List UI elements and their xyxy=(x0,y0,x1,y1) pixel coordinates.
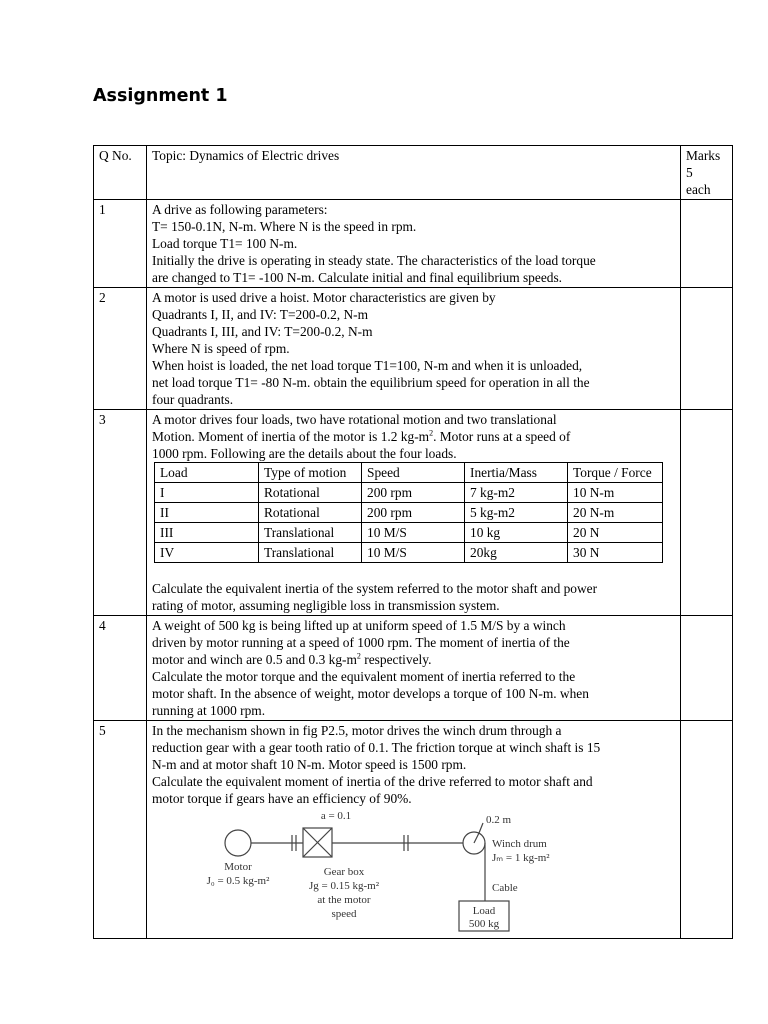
table-cell: 10 M/S xyxy=(362,523,465,543)
question-line: A motor drives four loads, two have rotational motion and two translational xyxy=(152,412,557,427)
question-text xyxy=(147,200,681,288)
question-text xyxy=(147,288,681,410)
motor-inertia-label: J₀ = 0.5 kg-m² xyxy=(206,875,270,887)
table-row xyxy=(155,523,663,543)
question-line: four quadrants. xyxy=(152,392,234,407)
question-number: 3 xyxy=(94,410,147,616)
table-cell: 200 rpm xyxy=(362,503,465,523)
table-cell: Rotational xyxy=(259,483,362,503)
table-row xyxy=(155,483,663,503)
gearbox-note: speed xyxy=(331,908,357,920)
loads-header-cell: Inertia/Mass xyxy=(465,463,568,483)
marks-cell xyxy=(681,288,733,410)
question-line: Calculate the equivalent inertia of the system referred to the motor shaft and power xyxy=(152,581,598,596)
loads-table xyxy=(154,462,663,563)
table-row xyxy=(155,543,663,563)
loads-header-cell: Type of motion xyxy=(259,463,362,483)
motor-shape xyxy=(225,830,251,856)
text-run: . Motor runs at a speed of xyxy=(433,429,571,444)
question-line xyxy=(152,651,675,668)
table-cell: Rotational xyxy=(259,503,362,523)
question-line xyxy=(152,428,675,445)
table-cell: III xyxy=(155,523,259,543)
question-number: 2 xyxy=(94,288,147,410)
gearbox-inertia-label: Jg = 0.15 kg-m² xyxy=(308,880,380,892)
question-line: driven by motor running at a speed of 1000 rpm. The moment of inertia of the xyxy=(152,635,570,650)
question-line: net load torque T1= -80 N-m. obtain the equilibrium speed for operation in all the xyxy=(152,375,590,390)
assignment-table xyxy=(93,145,733,939)
question-line: reduction gear with a gear tooth ratio of 0.1. The friction torque at winch shaft is 15 xyxy=(152,740,601,755)
loads-header-row xyxy=(155,463,663,483)
load-label: Load xyxy=(472,905,496,917)
loads-header-cell: Torque / Force xyxy=(568,463,663,483)
question-text xyxy=(147,410,681,616)
mechanism-figure xyxy=(196,809,616,937)
question-line: Quadrants I, III, and IV: T=200-0.2, N-m xyxy=(152,324,373,339)
table-cell: 7 kg-m2 xyxy=(465,483,568,503)
cable-label: Cable xyxy=(492,882,518,894)
ratio-label: a = 0.1 xyxy=(320,810,352,822)
drum-label: Winch drum xyxy=(492,838,547,850)
question-line: A drive as following parameters: xyxy=(152,202,328,217)
question-line: In the mechanism shown in fig P2.5, motor drives the winch drum through a xyxy=(152,723,562,738)
table-cell: Translational xyxy=(259,543,362,563)
loads-header-cell: Load xyxy=(155,463,259,483)
page-title: Assignment 1 xyxy=(93,86,228,106)
marks-line: each xyxy=(686,182,711,197)
question-row-2 xyxy=(94,288,733,410)
text-run: Motion. Moment of inertia of the motor is 1.2 kg-m xyxy=(152,429,430,444)
table-cell: 10 M/S xyxy=(362,543,465,563)
question-row-1 xyxy=(94,200,733,288)
drum-radius xyxy=(474,833,479,843)
question-line: T= 150-0.1N, N-m. Where N is the speed in rpm. xyxy=(152,219,417,234)
question-line: are changed to T1= -100 N-m. Calculate initial and final equilibrium speeds. xyxy=(152,270,563,285)
question-number: 1 xyxy=(94,200,147,288)
question-line: N-m and at motor shaft 10 N-m. Motor speed is 1500 rpm. xyxy=(152,757,467,772)
table-cell: 20kg xyxy=(465,543,568,563)
gearbox-label: Gear box xyxy=(323,866,365,878)
question-text xyxy=(147,616,681,721)
table-row xyxy=(155,503,663,523)
radius-leader xyxy=(479,823,483,833)
superscript: 2 xyxy=(429,428,434,438)
drum-inertia-label: Jₘ = 1 kg-m² xyxy=(492,852,550,864)
table-cell: I xyxy=(155,483,259,503)
question-line: running at 1000 rpm. xyxy=(152,703,266,718)
table-cell: 200 rpm xyxy=(362,483,465,503)
question-line: A weight of 500 kg is being lifted up at uniform speed of 1.5 M/S by a winch xyxy=(152,618,566,633)
table-header-row xyxy=(94,146,733,200)
table-cell: 5 kg-m2 xyxy=(465,503,568,523)
question-line: Load torque T1= 100 N-m. xyxy=(152,236,298,251)
table-cell: 20 N xyxy=(568,523,663,543)
header-marks xyxy=(681,146,733,200)
spacer xyxy=(152,563,675,580)
question-number: 5 xyxy=(94,721,147,939)
question-line: When hoist is loaded, the net load torque T1=100, N-m and when it is unloaded, xyxy=(152,358,583,373)
marks-cell xyxy=(681,616,733,721)
table-cell: 30 N xyxy=(568,543,663,563)
question-line: 1000 rpm. Following are the details about the four loads. xyxy=(152,446,457,461)
marks-cell xyxy=(681,721,733,939)
header-qno: Q No. xyxy=(94,146,147,200)
table-cell: 20 N-m xyxy=(568,503,663,523)
question-line: motor shaft. In the absence of weight, motor develops a torque of 100 N-m. when xyxy=(152,686,589,701)
table-cell: IV xyxy=(155,543,259,563)
table-cell: Translational xyxy=(259,523,362,543)
question-line: Calculate the motor torque and the equivalent moment of inertia referred to the xyxy=(152,669,576,684)
marks-line: Marks xyxy=(686,148,721,163)
motor-label: Motor xyxy=(224,861,252,873)
question-line: rating of motor, assuming negligible loss in transmission system. xyxy=(152,598,500,613)
marks-line: 5 xyxy=(686,165,693,180)
superscript: 2 xyxy=(356,651,361,661)
question-number: 4 xyxy=(94,616,147,721)
question-row-5 xyxy=(94,721,733,939)
gearbox-note: at the motor xyxy=(317,894,371,906)
question-line: Quadrants I, II, and IV: T=200-0.2, N-m xyxy=(152,307,369,322)
question-line: Calculate the equivalent moment of inertia of the drive referred to motor shaft and xyxy=(152,774,593,789)
load-mass-label: 500 kg xyxy=(468,918,500,930)
text-run: respectively. xyxy=(360,652,432,667)
table-cell: 10 kg xyxy=(465,523,568,543)
table-cell: 10 N-m xyxy=(568,483,663,503)
marks-cell xyxy=(681,410,733,616)
table-cell: II xyxy=(155,503,259,523)
question-line: Initially the drive is operating in steady state. The characteristics of the load torque xyxy=(152,253,596,268)
loads-header-cell: Speed xyxy=(362,463,465,483)
question-line: A motor is used drive a hoist. Motor characteristics are given by xyxy=(152,290,496,305)
question-row-4 xyxy=(94,616,733,721)
question-row-3 xyxy=(94,410,733,616)
question-text xyxy=(147,721,681,939)
header-topic: Topic: Dynamics of Electric drives xyxy=(147,146,681,200)
question-line: Where N is speed of rpm. xyxy=(152,341,290,356)
marks-cell xyxy=(681,200,733,288)
question-line: motor torque if gears have an efficiency of 90%. xyxy=(152,791,412,806)
radius-label: 0.2 m xyxy=(486,814,512,826)
text-run: motor and winch are 0.5 and 0.3 kg-m xyxy=(152,652,357,667)
